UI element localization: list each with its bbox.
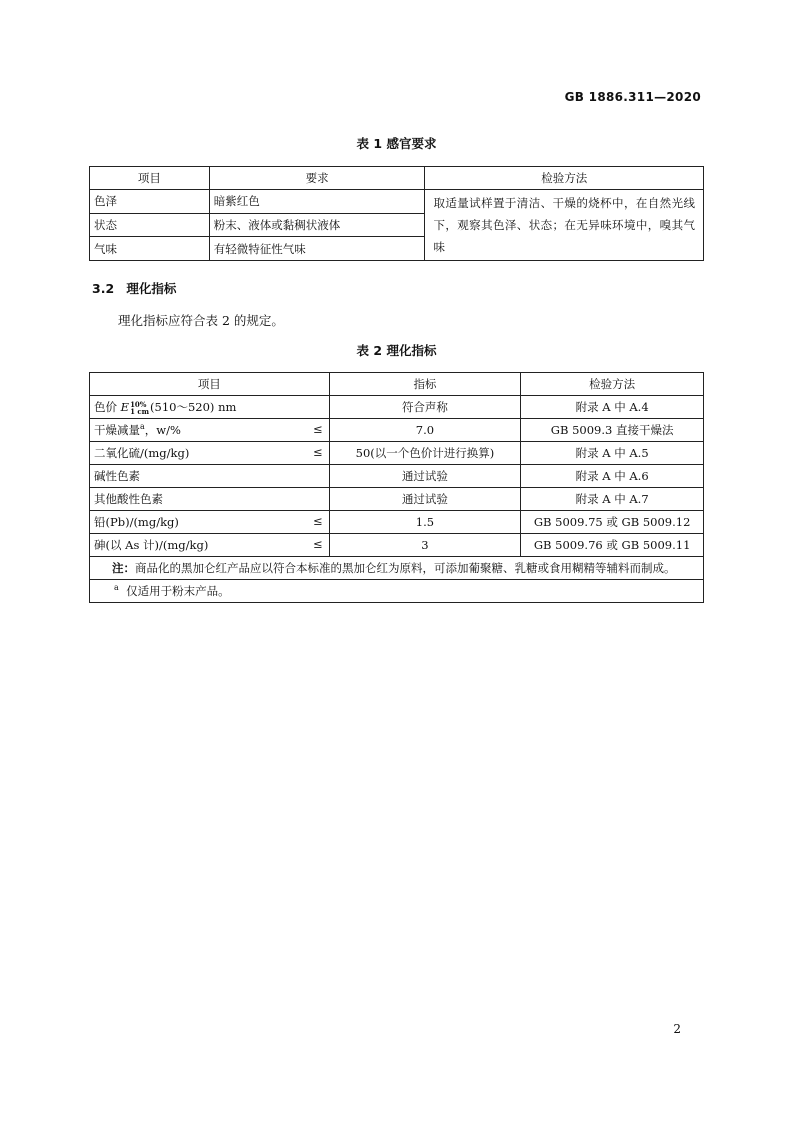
method-cell: GB 5009.3 直接干燥法	[521, 419, 704, 442]
indicator-cell: 1.5	[329, 511, 521, 534]
col-header-indicator: 指标	[329, 373, 521, 396]
footnote-mark: a	[114, 583, 119, 593]
method-cell: 附录 A 中 A.6	[521, 465, 704, 488]
table2-caption: 表 2 理化指标	[356, 343, 437, 358]
method-cell: GB 5009.75 或 GB 5009.12	[521, 511, 704, 534]
e-sub-sup	[130, 401, 149, 415]
indicator-cell: 通过试验	[329, 465, 521, 488]
method-cell: 取适量试样置于清洁、干燥的烧杯中，在自然光线下，观察其色泽、状态；在无异味环境中，嗅其气味	[425, 190, 704, 261]
indicator-cell: 7.0	[329, 419, 521, 442]
item-cell	[90, 419, 330, 442]
table-row	[90, 488, 704, 511]
table-note-row	[90, 557, 704, 580]
item-suffix: (510～520) nm	[150, 400, 237, 414]
col-header-item: 项目	[90, 373, 330, 396]
section-title: 理化指标	[126, 281, 177, 296]
table-row	[90, 190, 704, 214]
col-header-method: 检验方法	[521, 373, 704, 396]
table-row	[90, 419, 704, 442]
less-equal-sign: ≤	[312, 514, 323, 528]
less-equal-sign: ≤	[312, 445, 323, 459]
col-header-method: 检验方法	[425, 167, 704, 190]
less-equal-sign: ≤	[312, 537, 323, 551]
table-row	[90, 396, 704, 419]
indicator-cell: 符合声称	[329, 396, 521, 419]
table-row	[90, 465, 704, 488]
e-sup: 10%	[130, 400, 147, 409]
indicator-cell: 3	[329, 534, 521, 557]
item-cell: 色泽	[90, 190, 210, 214]
standard-code: GB 1886.311—2020	[564, 90, 701, 104]
item-suffix: ，w/%	[144, 423, 181, 437]
section-paragraph: 理化指标应符合表 2 的规定。	[118, 313, 284, 328]
indicator-cell: 50(以一个色价计进行换算)	[329, 442, 521, 465]
table-row	[90, 511, 704, 534]
item-cell	[90, 442, 330, 465]
method-cell: 附录 A 中 A.4	[521, 396, 704, 419]
item-cell: 气味	[90, 237, 210, 261]
item-label: 砷(以 As 计)/(mg/kg)	[94, 538, 209, 552]
method-cell: 附录 A 中 A.5	[521, 442, 704, 465]
requirement-cell: 暗紫红色	[209, 190, 425, 214]
note-label: 注：	[112, 561, 135, 575]
item-cell	[90, 534, 330, 557]
footnote-mark: a	[140, 422, 145, 432]
col-header-requirement: 要求	[209, 167, 425, 190]
table-footnote	[90, 580, 704, 603]
table-header-row	[90, 167, 704, 190]
item-label: 铅(Pb)/(mg/kg)	[94, 515, 179, 529]
item-cell	[90, 511, 330, 534]
section-heading	[92, 279, 176, 297]
requirement-cell: 粉末、液体或黏稠状液体	[209, 213, 425, 237]
table-note	[90, 557, 704, 580]
e-sub: 1 cm	[130, 407, 150, 416]
col-header-item: 项目	[90, 167, 210, 190]
table-row	[90, 534, 704, 557]
indicator-cell: 通过试验	[329, 488, 521, 511]
item-cell	[90, 396, 330, 419]
physicochemical-indicators-table	[89, 372, 704, 603]
table-footnote-row	[90, 580, 704, 603]
item-cell: 碱性色素	[90, 465, 330, 488]
item-label: 干燥减量	[94, 423, 140, 437]
table-row	[90, 442, 704, 465]
note-text: 商品化的黑加仑红产品应以符合本标准的黑加仑红为原料，可添加葡聚糖、乳糖或食用糊精等辅料而制成。	[135, 561, 676, 575]
table-header-row	[90, 373, 704, 396]
requirement-cell: 有轻微特征性气味	[209, 237, 425, 261]
e-symbol: E	[120, 400, 130, 414]
section-number: 3.2	[92, 281, 115, 296]
method-cell: 附录 A 中 A.7	[521, 488, 704, 511]
method-cell: GB 5009.76 或 GB 5009.11	[521, 534, 704, 557]
item-label: 二氧化硫/(mg/kg)	[94, 446, 190, 460]
less-equal-sign: ≤	[312, 422, 323, 436]
page-number: 2	[673, 1022, 681, 1036]
item-cell: 其他酸性色素	[90, 488, 330, 511]
item-prefix: 色价	[94, 400, 121, 414]
footnote-text: 仅适用于粉末产品。	[126, 584, 230, 598]
sensory-requirements-table	[89, 166, 704, 261]
table1-caption: 表 1 感官要求	[356, 136, 437, 151]
item-cell: 状态	[90, 213, 210, 237]
